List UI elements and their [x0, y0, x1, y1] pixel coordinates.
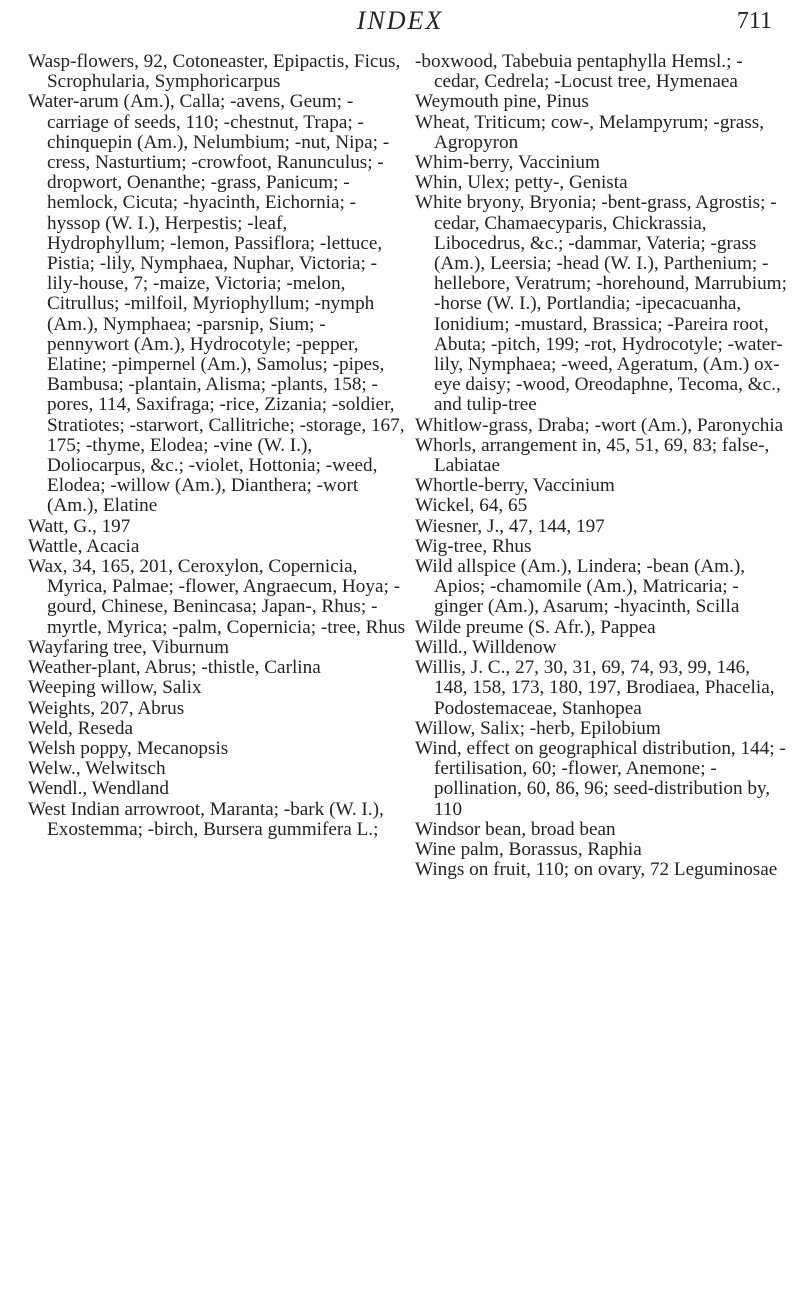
index-entry: Wings on fruit, 110; on ovary, 72 Leguminosae — [415, 859, 778, 881]
page-title: INDEX — [356, 6, 444, 35]
index-entry: Wax, 34, 165, 201, Ceroxylon, Copernicia, Myrica, Palmae; -flower, Angraecum, Hoya; -gourd, Chinese, Benincasa; Japan-, Rhus; -myrtle, Myrica; -palm, Copernicia; -tree, Rhus — [28, 556, 406, 638]
index-entry: Whim-berry, Vaccinium — [415, 152, 600, 174]
index-entry: Weymouth pine, Pinus — [415, 91, 589, 113]
index-entry: White bryony, Bryonia; -bent-grass, Agrostis; -cedar, Chamaecyparis, Chickrassia, Libocedrus, &c.; -dammar, Vateria; -grass (Am.), Leersia; -head (W. I.), Parthenium; -hellebore, Veratrum; -horehound, Marrubium; -horse (W. I.), Portlandia; -ipecacuanha, Ionidium; -mustard, Brassica; -Pareira root, Abuta; -pitch, 199; -rot, Hydrocotyle; -water-lily, Nymphaea; -weed, Ageratum, (Am.) ox-eye daisy; -wood, Oreodaphne, Tecoma, &c., and tulip-tree — [415, 192, 787, 416]
index-entry: Whin, Ulex; petty-, Genista — [415, 172, 628, 194]
right-column — [415, 52, 787, 880]
index-entry: Whitlow-grass, Draba; -wort (Am.), Paronychia — [415, 414, 784, 436]
index-entry: Wendl., Wendland — [28, 778, 169, 800]
index-entry: Wickel, 64, 65 — [415, 495, 528, 517]
index-entry: Windsor bean, broad bean — [415, 818, 616, 840]
index-entry: -boxwood, Tabebuia pentaphylla Hemsl.; -cedar, Cedrela; -Locust tree, Hymenaea — [415, 51, 743, 93]
left-column — [28, 52, 406, 840]
index-entry: Weather-plant, Abrus; -thistle, Carlina — [28, 657, 321, 679]
index-entry: Whortle-berry, Vaccinium — [415, 475, 615, 497]
index-entry: Wilde preume (S. Afr.), Pappea — [415, 616, 656, 638]
page-number: 711 — [736, 8, 772, 34]
index-entry: Wiesner, J., 47, 144, 197 — [415, 515, 605, 537]
index-entry: Whorls, arrangement in, 45, 51, 69, 83; false-, Labiatae — [415, 434, 770, 477]
index-entry: Wheat, Triticum; cow-, Melampyrum; -grass, Agropyron — [415, 111, 765, 153]
index-entry: Weights, 207, Abrus — [28, 697, 185, 719]
index-entry: Water-arum (Am.), Calla; -avens, Geum; -carriage of seeds, 110; -chestnut, Trapa; -chinquepin (Am.), Nelumbium; -nut, Nipa; -cress, Nasturtium; -crowfoot, Ranunculus; -dropwort, Oenanthe; -grass, Panicum; -hemlock, Cicuta; -hyacinth, Eichornia; -hyssop (W. I.), Herpestis; -leaf, Hydrophyllum; -lemon, Passiflora; -lettuce, Pistia; -lily, Nymphaea, Nuphar, Victoria; -lily-house, 7; -maize, Victoria; -melon, Citrullus; -milfoil, Myriophyllum; -nymph (Am.), Nymphaea; -parsnip, Sium; -pennywort (Am.), Hydrocotyle; -pepper, Elatine; -pimpernel (Am.), Samolus; -pipes, Bambusa; -plantain, Alisma; -plants, 158; -pores, 114, Saxifraga; -rice, Zizania; -soldier, Stratiotes; -starwort, Callitriche; -storage, 167, 175; -thyme, Elodea; -vine (W. I.), Doliocarpus, &c.; -violet, Hottonia; -weed, Elodea; -willow (Am.), Dianthera; -wort (Am.), Elatine — [28, 91, 405, 517]
index-entry: Wasp-flowers, 92, Cotoneaster, Epipactis, Ficus, Scrophularia, Symphoricarpus — [28, 51, 401, 93]
index-entry: Wig-tree, Rhus — [415, 535, 532, 557]
index-entry: Wind, effect on geographical distribution, 144; -fertilisation, 60; -flower, Anemone; -pollination, 60, 86, 96; seed-distribution by, 110 — [415, 737, 786, 820]
index-entry: Willd., Willdenow — [415, 636, 557, 658]
index-entry: Wayfaring tree, Viburnum — [28, 636, 230, 658]
index-entry: Watt, G., 197 — [28, 515, 131, 537]
page-header — [0, 6, 800, 46]
index-entry: Welsh poppy, Mecanopsis — [28, 737, 229, 759]
index-entry: Willow, Salix; -herb, Epilobium — [415, 717, 661, 739]
index-entry: Weld, Reseda — [28, 717, 134, 739]
index-entry: Wine palm, Borassus, Raphia — [415, 838, 642, 860]
index-entry: Welw., Welwitsch — [28, 758, 166, 780]
index-entry: West Indian arrowroot, Maranta; -bark (W. I.), Exostemma; -birch, Bursera gummifera L.; — [28, 798, 384, 840]
index-entry: Wattle, Acacia — [28, 535, 140, 557]
index-entry: Wild allspice (Am.), Lindera; -bean (Am.), Apios; -chamomile (Am.), Matricaria; -ginger (Am.), Asarum; -hyacinth, Scilla — [415, 556, 746, 618]
index-entry: Willis, J. C., 27, 30, 31, 69, 74, 93, 99, 146, 148, 158, 173, 180, 197, Brodiaea, Phacelia, Podostemaceae, Stanhopea — [415, 657, 775, 719]
index-entry: Weeping willow, Salix — [28, 677, 202, 699]
